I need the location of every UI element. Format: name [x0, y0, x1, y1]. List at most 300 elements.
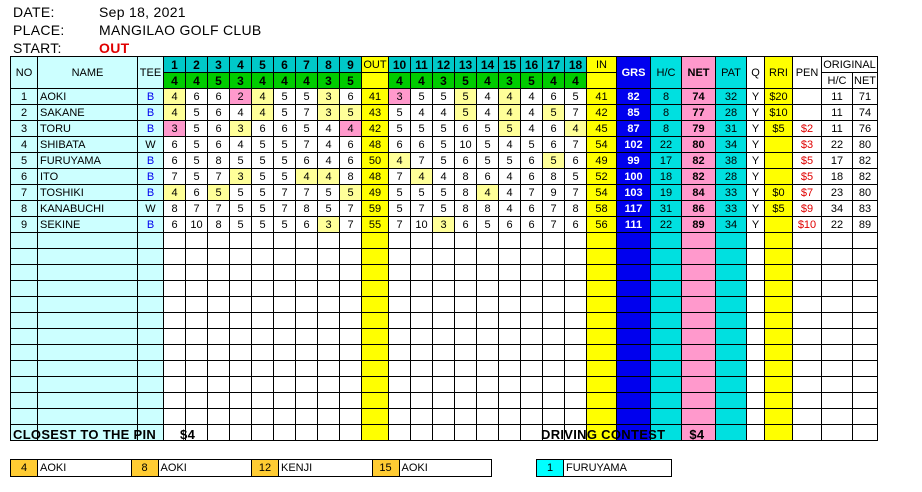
hole-score: 6: [521, 217, 543, 233]
hole-score: [411, 233, 433, 249]
hole-score: [296, 265, 318, 281]
hole-score: [318, 377, 340, 393]
col-header-hole-12: 12: [433, 57, 455, 73]
net-score: [682, 265, 716, 281]
player-name: [38, 265, 138, 281]
table-row[interactable]: [11, 121, 878, 137]
hole-score: 5: [230, 185, 252, 201]
hole-score: [543, 249, 565, 265]
hole-score: 4: [477, 105, 499, 121]
hole-score: 8: [455, 169, 477, 185]
qualified: Y: [747, 137, 765, 153]
driving-contest-winners: [536, 459, 672, 477]
par-cell: 4: [411, 73, 433, 89]
hole-score: [433, 345, 455, 361]
table-row[interactable]: [11, 153, 878, 169]
hole-score: 5: [296, 121, 318, 137]
start-row: [13, 40, 129, 56]
hole-score: [164, 345, 186, 361]
hole-score: [521, 329, 543, 345]
hole-score: 5: [274, 105, 296, 121]
hole-score: 6: [565, 153, 587, 169]
hole-score: 3: [318, 89, 340, 105]
hole-score: [499, 393, 521, 409]
hole-score: 6: [521, 201, 543, 217]
hole-score: [230, 377, 252, 393]
hole-score: 5: [477, 137, 499, 153]
hole-score: [164, 233, 186, 249]
table-row[interactable]: [11, 249, 878, 265]
hole-score: [389, 265, 411, 281]
out-total: 50: [362, 153, 389, 169]
hole-score: [433, 233, 455, 249]
qualified: Y: [747, 169, 765, 185]
hole-score: [186, 329, 208, 345]
table-row[interactable]: [11, 313, 878, 329]
col-header-orig-hc: H/C: [822, 73, 853, 89]
qualified: [747, 361, 765, 377]
net-score: 82: [682, 153, 716, 169]
col-header-hole-3: 3: [208, 57, 230, 73]
out-total: [362, 233, 389, 249]
table-row[interactable]: [11, 169, 878, 185]
rri-payout: [765, 233, 793, 249]
original-hc: 22: [822, 137, 853, 153]
player-tee: [138, 345, 164, 361]
hole-score: [477, 361, 499, 377]
hole-score: [208, 393, 230, 409]
penalty: $2: [793, 121, 822, 137]
penalty: $10: [793, 217, 822, 233]
col-header-hole-16: 16: [521, 57, 543, 73]
hole-score: [521, 297, 543, 313]
out-total: 59: [362, 201, 389, 217]
col-header-hole-1: 1: [164, 57, 186, 73]
hole-score: 3: [230, 121, 252, 137]
hole-score: [296, 409, 318, 425]
net-score: 89: [682, 217, 716, 233]
hole-score: [252, 425, 274, 441]
hole-score: 6: [340, 153, 362, 169]
hole-score: [230, 425, 252, 441]
hole-score: [340, 361, 362, 377]
hole-score: 6: [521, 169, 543, 185]
hole-score: [274, 425, 296, 441]
hole-score: 4: [164, 185, 186, 201]
hole-score: [521, 393, 543, 409]
hole-score: [499, 377, 521, 393]
hole-score: [521, 265, 543, 281]
table-row[interactable]: [11, 217, 878, 233]
net-score: 84: [682, 185, 716, 201]
player-name: SEKINE: [38, 217, 138, 233]
hole-score: [186, 377, 208, 393]
hole-score: 6: [499, 217, 521, 233]
hole-score: 5: [274, 217, 296, 233]
table-row[interactable]: [11, 361, 878, 377]
hole-score: 5: [186, 137, 208, 153]
table-row[interactable]: [11, 105, 878, 121]
hole-score: 4: [411, 105, 433, 121]
hole-score: [455, 297, 477, 313]
hole-score: [543, 297, 565, 313]
hole-score: 7: [340, 217, 362, 233]
hole-score: [433, 281, 455, 297]
hole-score: 5: [433, 185, 455, 201]
hole-score: [252, 265, 274, 281]
gross-score: [617, 281, 651, 297]
hole-score: [543, 281, 565, 297]
hole-score: 3: [318, 105, 340, 121]
hole-score: [296, 329, 318, 345]
original-hc: 11: [822, 105, 853, 121]
handicap: 18: [651, 169, 682, 185]
hole-score: 6: [455, 217, 477, 233]
col-header-pen: PEN: [793, 57, 822, 89]
hole-score: 5: [340, 185, 362, 201]
col-header-pat: PAT: [716, 57, 747, 89]
hole-score: 6: [208, 89, 230, 105]
hole-score: [565, 361, 587, 377]
table-row[interactable]: [11, 297, 878, 313]
original-net: 83: [853, 201, 878, 217]
table-row[interactable]: [11, 281, 878, 297]
hole-score: [411, 265, 433, 281]
net-score: 77: [682, 105, 716, 121]
hole-score: 4: [340, 121, 362, 137]
out-total: 55: [362, 217, 389, 233]
closest-to-pin-winners: [10, 459, 492, 477]
handicap: [651, 361, 682, 377]
net-score: [682, 345, 716, 361]
player-name: KANABUCHI: [38, 201, 138, 217]
hole-score: [296, 425, 318, 441]
original-hc: [822, 377, 853, 393]
hole-score: [252, 409, 274, 425]
hole-score: [455, 377, 477, 393]
hole-score: 5: [252, 169, 274, 185]
hole-score: 5: [455, 89, 477, 105]
player-name: [38, 297, 138, 313]
hole-score: [411, 313, 433, 329]
table-row[interactable]: [11, 345, 878, 361]
hole-score: 5: [274, 137, 296, 153]
hole-score: 7: [389, 217, 411, 233]
hole-score: [208, 345, 230, 361]
hole-score: 7: [565, 137, 587, 153]
hole-score: 5: [477, 153, 499, 169]
table-row[interactable]: [11, 89, 878, 105]
hole-score: 5: [318, 201, 340, 217]
hole-score: 10: [455, 137, 477, 153]
player-tee: B: [138, 185, 164, 201]
table-row[interactable]: [11, 329, 878, 345]
qualified: Y: [747, 89, 765, 105]
col-header-hole-13: 13: [455, 57, 477, 73]
player-tee: B: [138, 217, 164, 233]
hole-score: 4: [411, 169, 433, 185]
hole-score: [164, 249, 186, 265]
hole-score: 4: [318, 121, 340, 137]
player-tee: [138, 377, 164, 393]
hole-score: [565, 345, 587, 361]
ctp-name: AOKI: [401, 462, 428, 474]
hole-score: [230, 265, 252, 281]
hole-score: 5: [433, 89, 455, 105]
original-net: [853, 297, 878, 313]
hole-score: [477, 425, 499, 441]
qualified: Y: [747, 217, 765, 233]
hole-score: [433, 409, 455, 425]
player-no: [11, 249, 38, 265]
penalty: $9: [793, 201, 822, 217]
hole-score: [565, 313, 587, 329]
putts: [716, 329, 747, 345]
hole-score: [296, 297, 318, 313]
original-net: 80: [853, 185, 878, 201]
net-score: 80: [682, 137, 716, 153]
hole-score: [340, 313, 362, 329]
handicap: [651, 345, 682, 361]
hole-score: [411, 281, 433, 297]
handicap: 8: [651, 89, 682, 105]
hole-score: 10: [186, 217, 208, 233]
table-row[interactable]: [11, 137, 878, 153]
hole-score: [340, 393, 362, 409]
hole-score: [543, 233, 565, 249]
player-name: FURUYAMA: [38, 153, 138, 169]
hole-score: [340, 249, 362, 265]
rri-payout: [765, 153, 793, 169]
col-header-hole-7: 7: [296, 57, 318, 73]
table-row[interactable]: [11, 393, 878, 409]
hole-score: [499, 409, 521, 425]
hole-score: [186, 249, 208, 265]
hole-score: [565, 297, 587, 313]
table-row[interactable]: [11, 233, 878, 249]
gross-score: [617, 345, 651, 361]
hole-score: [477, 313, 499, 329]
handicap: 17: [651, 153, 682, 169]
hole-score: 6: [186, 89, 208, 105]
hole-score: [499, 249, 521, 265]
hole-score: [477, 393, 499, 409]
gross-score: 85: [617, 105, 651, 121]
in-total: 49: [587, 153, 617, 169]
out-total: 42: [362, 121, 389, 137]
hole-score: 4: [296, 169, 318, 185]
player-tee: B: [138, 105, 164, 121]
gross-score: 111: [617, 217, 651, 233]
in-total: [587, 281, 617, 297]
hole-score: [274, 361, 296, 377]
hole-score: [477, 377, 499, 393]
gross-score: [617, 377, 651, 393]
header-row: [11, 57, 878, 73]
hole-score: [318, 233, 340, 249]
player-tee: [138, 329, 164, 345]
hole-score: 5: [186, 121, 208, 137]
par-cell: 3: [318, 73, 340, 89]
hole-score: [411, 393, 433, 409]
hole-score: [340, 265, 362, 281]
penalty: [793, 281, 822, 297]
hole-score: 6: [411, 137, 433, 153]
hole-score: [230, 233, 252, 249]
penalty: [793, 329, 822, 345]
hole-score: [186, 345, 208, 361]
out-total: 48: [362, 137, 389, 153]
ctp-hole: 15: [373, 460, 400, 476]
hole-score: 6: [543, 121, 565, 137]
player-no: [11, 265, 38, 281]
rri-payout: [765, 393, 793, 409]
hole-score: 5: [389, 201, 411, 217]
hole-score: 5: [274, 89, 296, 105]
hole-score: 4: [318, 169, 340, 185]
col-header-hole-4: 4: [230, 57, 252, 73]
hole-score: [274, 377, 296, 393]
net-score: [682, 377, 716, 393]
hole-score: 5: [252, 137, 274, 153]
player-no: 2: [11, 105, 38, 121]
in-total: 41: [587, 89, 617, 105]
original-net: [853, 425, 878, 441]
rri-payout: [765, 361, 793, 377]
gross-score: [617, 329, 651, 345]
hole-score: 7: [296, 137, 318, 153]
original-net: [853, 361, 878, 377]
player-name: [38, 329, 138, 345]
hole-score: 4: [477, 185, 499, 201]
hole-score: [455, 425, 477, 441]
rri-payout: [765, 249, 793, 265]
net-score: [682, 313, 716, 329]
hole-score: 5: [186, 105, 208, 121]
player-no: 6: [11, 169, 38, 185]
col-header-tee: TEE: [138, 57, 164, 89]
net-score: [682, 329, 716, 345]
rri-payout: [765, 265, 793, 281]
player-no: 3: [11, 121, 38, 137]
hole-score: 5: [433, 137, 455, 153]
rri-payout: $0: [765, 185, 793, 201]
player-tee: [138, 297, 164, 313]
hole-score: 5: [411, 185, 433, 201]
hole-score: [252, 281, 274, 297]
player-name: TORU: [38, 121, 138, 137]
hole-score: 5: [252, 201, 274, 217]
player-name: SHIBATA: [38, 137, 138, 153]
hole-score: [521, 377, 543, 393]
table-row[interactable]: [11, 377, 878, 393]
hole-score: 6: [208, 105, 230, 121]
par-cell: 3: [230, 73, 252, 89]
hole-score: [296, 393, 318, 409]
hole-score: 3: [230, 169, 252, 185]
par-cell: 4: [164, 73, 186, 89]
col-header-orig-net: NET: [854, 74, 876, 87]
hole-score: [208, 377, 230, 393]
hole-score: 8: [565, 201, 587, 217]
hole-score: 4: [252, 89, 274, 105]
hole-score: [340, 233, 362, 249]
net-score: [682, 233, 716, 249]
hole-score: [208, 313, 230, 329]
original-hc: [822, 361, 853, 377]
hole-score: 5: [274, 153, 296, 169]
player-no: [11, 297, 38, 313]
col-header-hole-18: 18: [565, 57, 587, 73]
player-name: [38, 377, 138, 393]
rri-payout: [765, 137, 793, 153]
hole-score: [411, 249, 433, 265]
hole-score: 5: [186, 153, 208, 169]
player-name: [38, 361, 138, 377]
hole-score: [340, 297, 362, 313]
hole-score: 6: [164, 153, 186, 169]
player-name: ITO: [38, 169, 138, 185]
hole-score: 4: [252, 105, 274, 121]
gross-score: 99: [617, 153, 651, 169]
hole-score: [433, 297, 455, 313]
out-total: [362, 313, 389, 329]
table-row[interactable]: [11, 201, 878, 217]
hole-score: [521, 233, 543, 249]
hole-score: [340, 329, 362, 345]
table-row[interactable]: [11, 185, 878, 201]
hole-score: [455, 329, 477, 345]
hole-score: 8: [340, 169, 362, 185]
hole-score: 7: [389, 169, 411, 185]
hole-score: [389, 345, 411, 361]
hole-score: [499, 233, 521, 249]
in-total: [587, 313, 617, 329]
in-total: [587, 409, 617, 425]
hole-score: [499, 297, 521, 313]
hole-score: 5: [230, 153, 252, 169]
hole-score: [186, 233, 208, 249]
hole-score: [274, 281, 296, 297]
table-row[interactable]: [11, 265, 878, 281]
hole-score: [411, 425, 433, 441]
hole-score: [296, 249, 318, 265]
hole-score: [433, 377, 455, 393]
hole-score: [455, 393, 477, 409]
handicap: [651, 265, 682, 281]
hole-score: 6: [296, 153, 318, 169]
hole-score: [230, 393, 252, 409]
out-total: [362, 345, 389, 361]
table-row[interactable]: [11, 409, 878, 425]
hole-score: 4: [521, 121, 543, 137]
putts: [716, 425, 747, 441]
date-value: Sep 18, 2021: [99, 4, 186, 20]
original-hc: [822, 329, 853, 345]
place-label: PLACE:: [13, 22, 65, 38]
hole-score: [208, 265, 230, 281]
original-hc: [822, 265, 853, 281]
original-hc: 18: [822, 169, 853, 185]
player-no: [11, 329, 38, 345]
hole-score: [318, 345, 340, 361]
net-score: [682, 361, 716, 377]
hole-score: [521, 249, 543, 265]
original-hc: [822, 345, 853, 361]
closest-to-pin-title-row: [13, 427, 195, 442]
out-total: [362, 297, 389, 313]
hole-score: [296, 361, 318, 377]
